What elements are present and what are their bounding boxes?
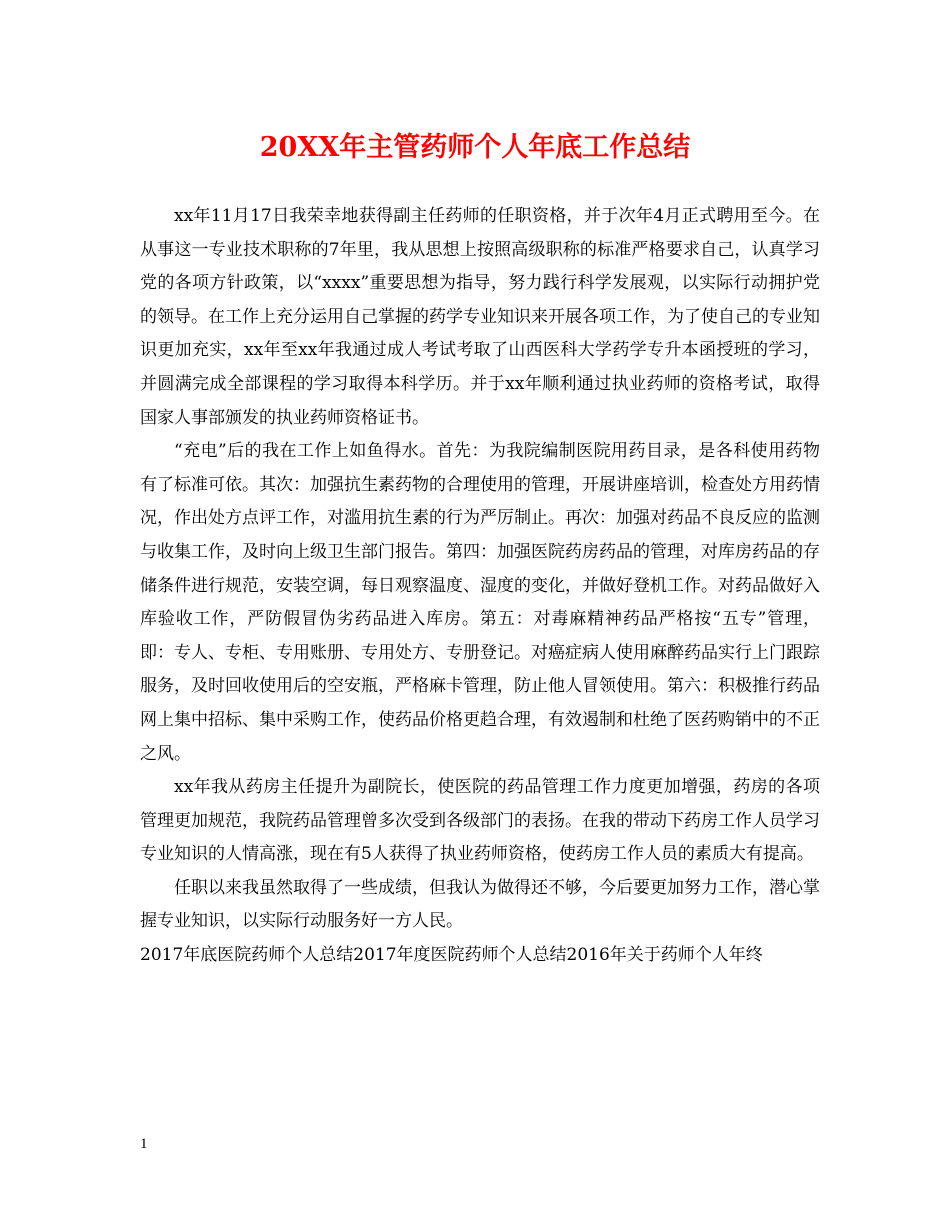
page-number: 1 bbox=[140, 1136, 148, 1152]
paragraph-2: “充电”后的我在工作上如鱼得水。首先：为我院编制医院用药目录，是各科使用药物有了标准可依。其次：加强抗生素药物的合理使用的管理，开展讲座培训，检查处方用药情况，作出处方点评工作，对滥用抗生素的行为严厉制止。再次：加强对药品不良反应的监测与收集工作，及时向上级卫生部门报告。第四：加强医院药房药品的管理，对库房药品的存储条件进行规范，安装空调，每日观察温度、湿度的变化，并做好登机工作。对药品做好入库验收工作，严防假冒伪劣药品进入库房。第五：对毒麻精神药品严格按“五专”管理，即：专人、专柜、专用账册、专用处方、专册登记。对癌症病人使用麻醉药品实行上门跟踪服务，及时回收使用后的空安瓶，严格麻卡管理，防止他人冒领使用。第六：积极推行药品网上集中招标、集中采购工作，使药品价格更趋合理，有效遏制和杜绝了医药购销中的不正之风。 bbox=[140, 441, 820, 764]
paragraph-3: xx年我从药房主任提升为副院长，使医院的药品管理工作力度更加增强，药房的各项管理更加规范，我院药品管理曾多次受到各级部门的表扬。在我的带动下药房工作人员学习专业知识的人情高涨，现在有5人获得了执业药师资格，使药房工作人员的素质大有提高。 bbox=[140, 777, 820, 865]
document-body bbox=[140, 200, 820, 973]
paragraph-1: xx年11月17日我荣幸地获得副主任药师的任职资格，并于次年4月正式聘用至今。在从事这一专业技术职称的7年里，我从思想上按照高级职称的标准严格要求自己，认真学习党的各项方针政策，以“xxxx”重要思想为指导，努力践行科学发展观，以实际行动拥护党的领导。在工作上充分运用自己掌握的药学专业知识来开展各项工作，为了使自己的专业知识更加充实，xx年至xx年我通过成人考试考取了山西医科大学药学专升本函授班的学习，并圆满完成全部课程的学习取得本科学历。并于xx年顺利通过执业药师的资格考试，取得国家人事部颁发的执业药师资格证书。 bbox=[140, 206, 820, 428]
paragraph-4: 任职以来我虽然取得了一些成绩，但我认为做得还不够，今后要更加努力工作，潜心掌握专业知识，以实际行动服务好一方人民。 bbox=[140, 877, 820, 932]
trailing-line: 2017年底医院药师个人总结2017年度医院药师个人总结2016年关于药师个人年终 bbox=[140, 945, 763, 966]
document-title: 20XX年主管药师个人年底工作总结 bbox=[259, 132, 691, 163]
